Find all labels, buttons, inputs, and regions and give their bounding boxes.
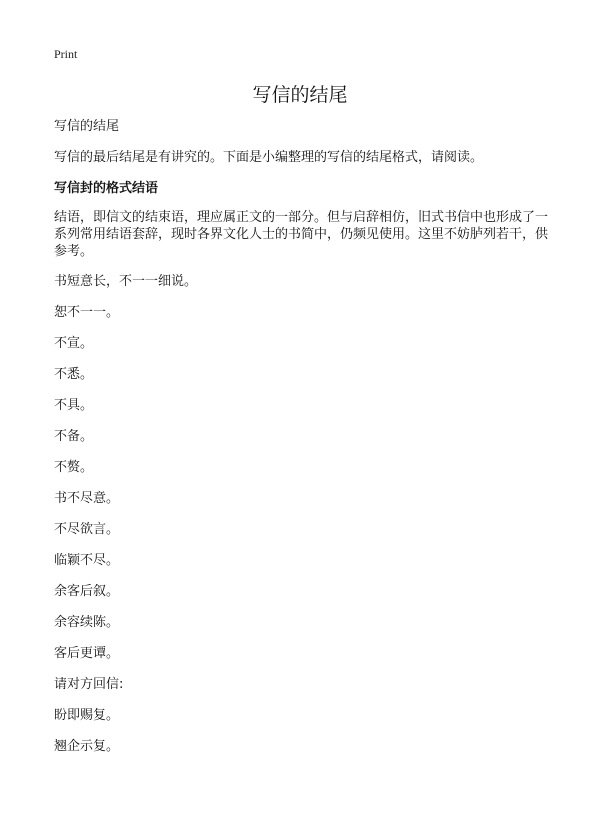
- closing-line: 客后更谭。: [54, 646, 120, 661]
- closing-line: 书短意长，不一一细说。: [54, 274, 198, 289]
- closing-line: 余客后叙。: [54, 584, 120, 599]
- closing-line: 不尽欲言。: [54, 522, 120, 537]
- closing-line: 不具。: [54, 398, 94, 413]
- print-link[interactable]: Print: [54, 47, 78, 61]
- closing-line: 翘企示复。: [54, 739, 120, 754]
- closing-line: 临颖不尽。: [54, 553, 120, 568]
- article-body: [54, 118, 554, 769]
- closing-line: 请对方回信:: [54, 677, 124, 692]
- closing-line: 盼即赐复。: [54, 708, 120, 723]
- closing-line: 余容续陈。: [54, 615, 120, 630]
- closing-line: 不备。: [54, 429, 94, 444]
- closing-line: 不悉。: [54, 367, 94, 382]
- page-title: 写信的结尾: [252, 84, 348, 106]
- intro-paragraph: 写信的最后结尾是有讲究的。下面是小编整理的写信的结尾格式，请阅读。: [54, 150, 484, 165]
- closing-line: 不宣。: [54, 336, 94, 351]
- intro-heading: 写信的结尾: [54, 119, 120, 134]
- closing-line: 恕不一一。: [54, 305, 120, 320]
- closing-line: 书不尽意。: [54, 491, 120, 506]
- section-heading: 写信封的格式结语: [54, 181, 159, 196]
- section-paragraph: 结语，即信文的结束语，理应属正文的一部分。但与启辞相仿，旧式书信中也形成了一系列常用结语套辞，现时各界文化人士的书简中，仍频见使用。这里不妨胪列若干，供参考。: [54, 210, 549, 259]
- closing-line: 不赘。: [54, 460, 94, 475]
